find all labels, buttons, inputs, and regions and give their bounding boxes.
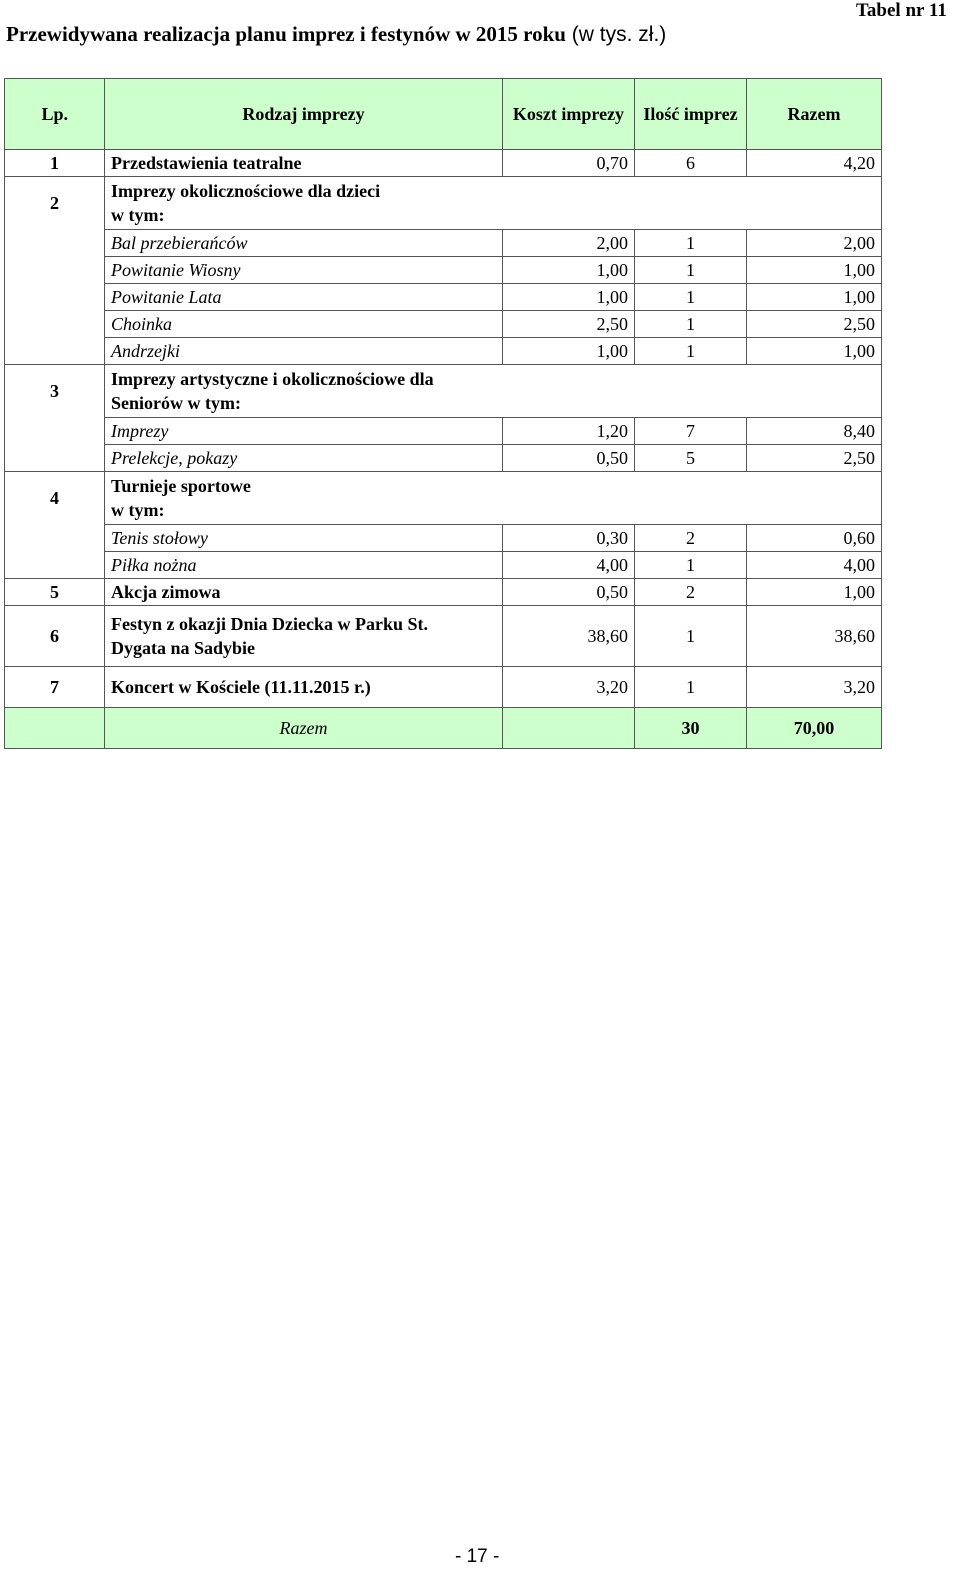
total-razem: 70,00 <box>747 708 882 749</box>
row-name-line2: w tym: <box>111 500 165 520</box>
table-row <box>5 284 882 311</box>
row-name: Bal przebierańców <box>105 230 503 257</box>
row-name-line1: Festyn z okazji Dnia Dziecka w Parku St. <box>111 614 428 634</box>
row-koszt: 0,50 <box>503 445 635 472</box>
row-razem <box>747 365 882 418</box>
row-lp <box>5 552 105 579</box>
row-ilosc: 2 <box>635 579 747 606</box>
row-name: Imprezy <box>105 418 503 445</box>
header-rodzaj: Rodzaj imprezy <box>105 79 503 150</box>
title-main: Przewidywana realizacja planu imprez i festynów w 2015 roku <box>6 22 566 46</box>
row-razem: 8,40 <box>747 418 882 445</box>
row-lp: 2 <box>5 177 105 230</box>
row-name-line1: Turnieje sportowe <box>111 476 251 496</box>
table-row <box>5 257 882 284</box>
row-name-line2: Seniorów w tym: <box>111 393 241 413</box>
row-lp: 6 <box>5 606 105 667</box>
row-koszt: 0,50 <box>503 579 635 606</box>
row-ilosc: 1 <box>635 606 747 667</box>
total-lp <box>5 708 105 749</box>
row-koszt: 2,00 <box>503 230 635 257</box>
row-koszt <box>503 472 635 525</box>
row-razem: 2,50 <box>747 311 882 338</box>
table-row <box>5 230 882 257</box>
table-row <box>5 418 882 445</box>
table-row <box>5 311 882 338</box>
row-ilosc: 5 <box>635 445 747 472</box>
row-name: Powitanie Lata <box>105 284 503 311</box>
row-razem: 0,60 <box>747 525 882 552</box>
row-koszt: 4,00 <box>503 552 635 579</box>
header-row <box>5 79 882 150</box>
row-razem: 3,20 <box>747 667 882 708</box>
row-ilosc: 1 <box>635 284 747 311</box>
row-name: Choinka <box>105 311 503 338</box>
row-lp <box>5 525 105 552</box>
row-name-line2: Dygata na Sadybie <box>111 638 256 658</box>
title-unit: (w tys. zł.) <box>565 23 667 46</box>
row-koszt <box>503 177 635 230</box>
header-koszt: Koszt imprezy <box>503 79 635 150</box>
row-razem: 1,00 <box>747 338 882 365</box>
row-name-line1: Imprezy okolicznościowe dla dzieci <box>111 181 381 201</box>
row-name: Andrzejki <box>105 338 503 365</box>
row-koszt: 1,20 <box>503 418 635 445</box>
row-razem: 2,00 <box>747 230 882 257</box>
row-lp: 3 <box>5 365 105 418</box>
total-row <box>5 708 882 749</box>
row-ilosc: 7 <box>635 418 747 445</box>
row-lp <box>5 284 105 311</box>
row-ilosc: 6 <box>635 150 747 177</box>
table-row <box>5 525 882 552</box>
row-koszt: 0,70 <box>503 150 635 177</box>
row-razem <box>747 177 882 230</box>
total-label: Razem <box>105 708 503 749</box>
row-lp <box>5 257 105 284</box>
row-ilosc: 1 <box>635 230 747 257</box>
row-name: Tenis stołowy <box>105 525 503 552</box>
row-koszt <box>503 365 635 418</box>
row-koszt: 38,60 <box>503 606 635 667</box>
row-koszt: 3,20 <box>503 667 635 708</box>
row-koszt: 2,50 <box>503 311 635 338</box>
table-row <box>5 606 882 667</box>
table-row <box>5 667 882 708</box>
row-lp: 5 <box>5 579 105 606</box>
row-name: Akcja zimowa <box>105 579 503 606</box>
table-row <box>5 552 882 579</box>
row-lp <box>5 418 105 445</box>
table-row <box>5 150 882 177</box>
row-name-line2: w tym: <box>111 205 165 225</box>
table-row <box>5 365 882 418</box>
row-razem: 4,20 <box>747 150 882 177</box>
row-name: Prelekcje, pokazy <box>105 445 503 472</box>
row-razem: 1,00 <box>747 257 882 284</box>
page-number: - 17 - <box>455 1546 500 1567</box>
table-row <box>5 472 882 525</box>
row-lp <box>5 230 105 257</box>
row-razem: 4,00 <box>747 552 882 579</box>
row-ilosc: 2 <box>635 525 747 552</box>
row-koszt: 1,00 <box>503 257 635 284</box>
row-name <box>105 177 503 230</box>
row-name: Powitanie Wiosny <box>105 257 503 284</box>
row-koszt: 1,00 <box>503 338 635 365</box>
row-name <box>105 472 503 525</box>
row-razem <box>747 472 882 525</box>
row-ilosc: 1 <box>635 552 747 579</box>
row-ilosc: 1 <box>635 257 747 284</box>
header-ilosc: Ilość imprez <box>635 79 747 150</box>
row-ilosc: 1 <box>635 311 747 338</box>
header-lp: Lp. <box>5 79 105 150</box>
total-koszt <box>503 708 635 749</box>
row-lp: 7 <box>5 667 105 708</box>
header-razem: Razem <box>747 79 882 150</box>
row-lp <box>5 311 105 338</box>
row-ilosc <box>635 177 747 230</box>
row-lp <box>5 338 105 365</box>
table-row <box>5 579 882 606</box>
row-koszt: 1,00 <box>503 284 635 311</box>
row-name: Piłka nożna <box>105 552 503 579</box>
row-name <box>105 606 503 667</box>
row-razem: 2,50 <box>747 445 882 472</box>
page-title <box>6 22 666 47</box>
row-razem: 1,00 <box>747 284 882 311</box>
row-name: Koncert w Kościele (11.11.2015 r.) <box>105 667 503 708</box>
total-ilosc: 30 <box>635 708 747 749</box>
table-number: Tabel nr 11 <box>856 0 947 21</box>
row-ilosc <box>635 365 747 418</box>
row-lp <box>5 445 105 472</box>
row-ilosc: 1 <box>635 338 747 365</box>
row-lp: 1 <box>5 150 105 177</box>
row-razem: 1,00 <box>747 579 882 606</box>
row-razem: 38,60 <box>747 606 882 667</box>
events-table <box>4 78 882 749</box>
row-koszt: 0,30 <box>503 525 635 552</box>
row-name: Przedstawienia teatralne <box>105 150 503 177</box>
row-ilosc <box>635 472 747 525</box>
row-ilosc: 1 <box>635 667 747 708</box>
table-row <box>5 177 882 230</box>
row-name <box>105 365 503 418</box>
row-lp: 4 <box>5 472 105 525</box>
table-row <box>5 338 882 365</box>
row-name-line1: Imprezy artystyczne i okolicznościowe dla <box>111 369 434 389</box>
table-row <box>5 445 882 472</box>
